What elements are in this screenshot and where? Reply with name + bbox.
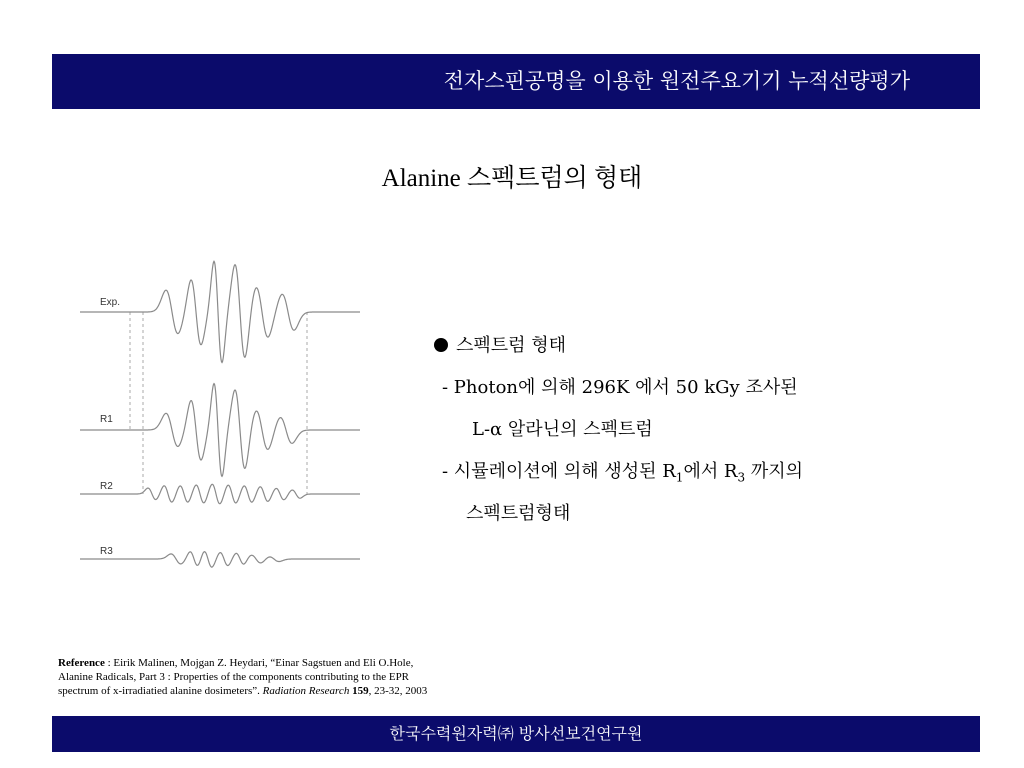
bullet-line-3-sub2: 3 bbox=[737, 470, 746, 485]
bullet-heading-line bbox=[434, 325, 974, 367]
reference-line-1 bbox=[58, 656, 518, 670]
footer-text: 한국수력원자력㈜ 방사선보건연구원 bbox=[389, 724, 643, 743]
footer-bar bbox=[52, 716, 980, 752]
bullet-line-4: 스펙트럼형태 bbox=[466, 503, 571, 524]
header-bar bbox=[52, 54, 980, 109]
reference-authors: : Eirik Malinen, Mojgan Z. Heydari, “Einar Sagstuen and Eli O.Hole, bbox=[104, 657, 414, 669]
reference-line-3 bbox=[58, 684, 518, 698]
reference-volume: 159 bbox=[349, 685, 369, 697]
reference-label: Reference bbox=[58, 657, 105, 669]
trace-r2 bbox=[80, 484, 360, 503]
bullet-line-3-c: 까지의 bbox=[745, 461, 804, 482]
bullet-line-3-a: - 시뮬레이션에 의해 생성된 R bbox=[442, 461, 676, 482]
header-title: 전자스핀공명을 이용한 원전주요기기 누적선량평가 bbox=[443, 69, 910, 93]
trace-r3 bbox=[80, 552, 360, 567]
bullet-line-3-sub1: 1 bbox=[675, 470, 684, 485]
trace-label-r2: R2 bbox=[100, 481, 113, 492]
trace-label-r1: R1 bbox=[100, 414, 113, 425]
epr-spectra-figure bbox=[80, 232, 360, 577]
bullet-heading: 스펙트럼 형태 bbox=[456, 335, 567, 356]
bullet-list bbox=[434, 325, 974, 535]
trace-label-r3: R3 bbox=[100, 546, 113, 557]
bullet-line-3 bbox=[434, 451, 974, 493]
reference-title-end: spectrum of x-irradiatied alanine dosimeters”. bbox=[58, 685, 263, 697]
trace-r1 bbox=[80, 384, 360, 477]
bullet-dot-icon bbox=[434, 338, 448, 352]
trace-exp bbox=[80, 261, 360, 362]
reference-pages: , 23-32, 2003 bbox=[368, 685, 428, 697]
reference-line-2: Alanine Radicals, Part 3 : Properties of the components contributing to the EPR bbox=[58, 671, 410, 683]
bullet-line-2: L-α 알라닌의 스펙트럼 bbox=[472, 419, 653, 440]
figure-guide-lines bbox=[130, 312, 307, 494]
trace-label-exp: Exp. bbox=[100, 297, 121, 308]
reference-journal: Radiation Research bbox=[262, 685, 350, 697]
slide-title: Alanine 스펙트럼의 형태 bbox=[381, 165, 643, 192]
bullet-line-3-b: 에서 R bbox=[683, 461, 738, 482]
reference-citation bbox=[58, 656, 518, 698]
figure-traces bbox=[80, 261, 360, 567]
bullet-line-1: - Photon에 의해 296K 에서 50 kGy 조사된 bbox=[442, 377, 798, 398]
